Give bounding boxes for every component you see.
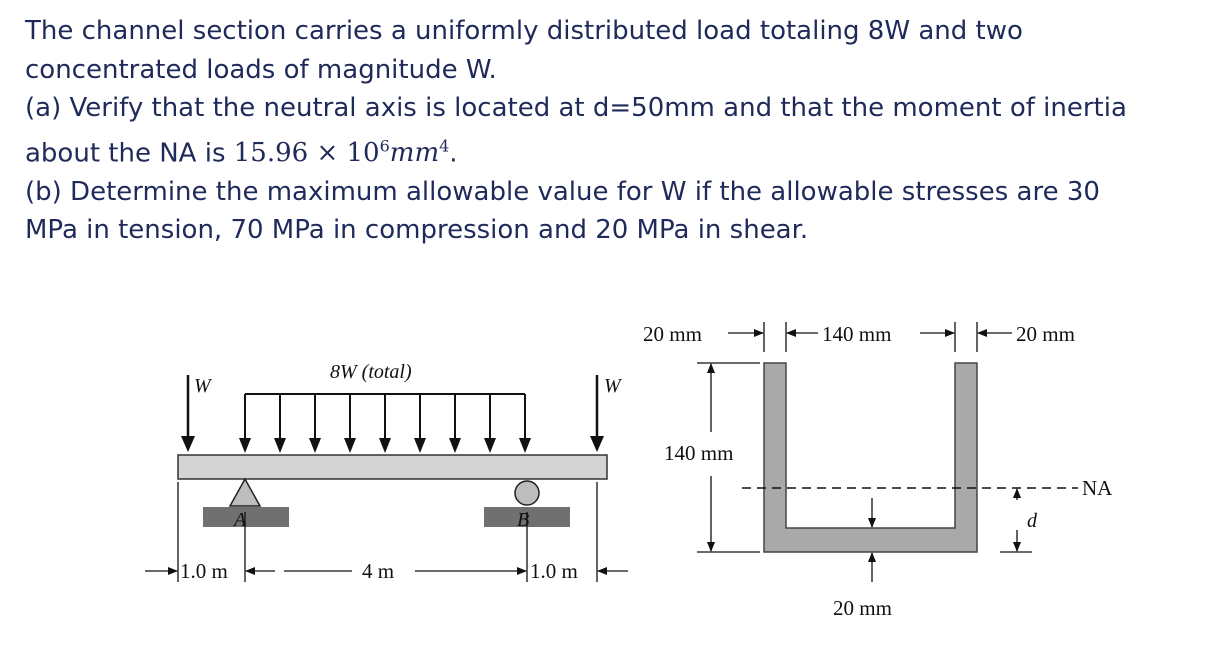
distributed-load-text: 8W (total) [330, 361, 412, 383]
ten-base: 10 [346, 138, 380, 169]
neutral-axis-label: NA [1082, 476, 1113, 500]
distributed-load-label [330, 361, 412, 383]
support-b-label: B [517, 509, 530, 531]
udl-arrow-head [484, 438, 496, 453]
udl-arrow-head [519, 438, 531, 453]
channel-shape [764, 363, 977, 552]
load-arrow-right [590, 375, 604, 452]
line-4-prefix: about the NA is [25, 138, 234, 169]
ten-exponent: 6 [379, 136, 390, 156]
dim-height-label: 140 mm [664, 441, 734, 465]
udl-arrow-group [239, 394, 531, 453]
dim-flange-right-label: 20 mm [1016, 322, 1075, 346]
problem-line-6: MPa in tension, 70 MPa in compression and 20 MPa in shear. [25, 215, 809, 246]
udl-arrow-head [309, 438, 321, 453]
d-label: d [1027, 510, 1037, 532]
channel-section-diagram [643, 322, 1113, 620]
inertia-mantissa: 15.96 [233, 138, 309, 169]
udl-arrow-head [379, 438, 391, 453]
beam-diagram [145, 361, 628, 583]
load-label-left: W [194, 375, 211, 397]
dim-bottom-label: 20 mm [833, 596, 892, 620]
load-label-right: W [604, 375, 621, 397]
problem-line-2: concentrated loads of magnitude W. [25, 54, 497, 85]
line-4-suffix: . [449, 138, 458, 169]
load-arrow-left [181, 375, 195, 452]
udl-arrow-head [449, 438, 461, 453]
inertia-unit: mm [389, 138, 440, 169]
udl-arrow-head [414, 438, 426, 453]
times-symbol: × [316, 138, 339, 169]
unit-exponent: 4 [439, 136, 450, 156]
dim-right-label: 1.0 m [530, 559, 578, 583]
dim-flange-left-label: 20 mm [643, 322, 702, 346]
problem-line-3: (a) Verify that the neutral axis is located at d=50mm and that the moment of inertia [25, 93, 1127, 123]
support-a-label: A [234, 509, 247, 531]
problem-line-1: The channel section carries a uniformly distributed load totaling 8W and two [25, 16, 1023, 46]
problem-line-5: (b) Determine the maximum allowable value for W if the allowable stresses are 30 [25, 176, 1100, 207]
beam [178, 455, 607, 479]
udl-arrow-head [344, 438, 356, 453]
dim-middle-label: 4 m [362, 559, 395, 583]
dim-web-width-label: 140 mm [822, 322, 892, 346]
udl-arrow-head [274, 438, 286, 453]
udl-arrow-head [239, 438, 251, 453]
dim-left-label: 1.0 m [180, 559, 228, 583]
